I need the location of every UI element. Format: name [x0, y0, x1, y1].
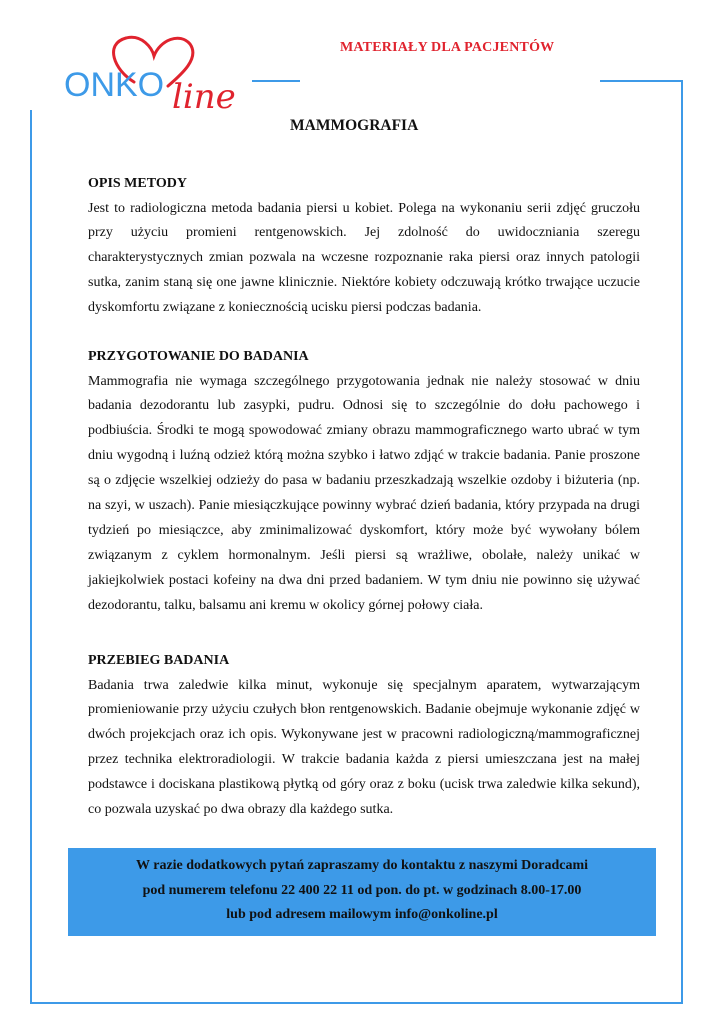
frame-gap-header	[300, 70, 600, 90]
section-preparation	[88, 345, 640, 619]
contact-line-1: W razie dodatkowych pytań zapraszamy do kontaktu z naszymi Doradcami	[135, 858, 589, 873]
section-body: Badania trwa zaledwie kilka minut, wykonuje się specjalnym aparatem, wytwarzającym promieniowanie przy użyciu czułych błon rentgenowskich. Badanie obejmuje wykonanie zdjęć w dwóch projekcjach oraz ich opis. Wykonywane jest w pracowni radiologiczną/mammograficznej przez technika elektroradiologii. W trakcie badania każda z piersi umieszczana jest na małej podstawce i dociskana plastikową płytką od góry oraz z boku (ucisk trwa zaledwie kilka sekund), co pozwala uzyskać po dwa obrazy dla każdego sutka.	[88, 677, 640, 818]
section-procedure	[88, 649, 640, 823]
section-method-description	[88, 172, 640, 321]
onkoline-logo	[64, 30, 254, 116]
header-label: MATERIAŁY DLA PACJENTÓW	[340, 40, 555, 55]
section-heading: PRZEBIEG BADANIA	[88, 653, 230, 668]
contact-line-2: pod numerem telefonu 22 400 22 11 od pon. do pt. w godzinach 8.00-17.00	[142, 882, 582, 898]
contact-box	[68, 848, 656, 936]
section-heading: OPIS METODY	[88, 176, 187, 191]
contact-line-3: lub pod adresem mailowym info@onkoline.pl	[226, 907, 498, 922]
section-heading: PRZYGOTOWANIE DO BADANIA	[88, 349, 309, 364]
logo-text-main: ONKO	[64, 66, 165, 104]
logo-text-script: line	[172, 77, 236, 116]
page-title: MAMMOGRAFIA	[290, 117, 419, 134]
section-body: Jest to radiologiczna metoda badania piersi u kobiet. Polega na wykonaniu serii zdjęć gruczołu przy użyciu promieni rentgenowskich. Jej zdolność do uwidoczniania szeregu charakterystycznych zmian pozwala na wczesne rozpoznanie raka piersi oraz innych patologii sutka, zanim staną się one jawne klinicznie. Niektóre kobiety odczuwają krótko trwające uczucie dyskomfortu związane z koniecznością ucisku piersi podczas badania.	[88, 200, 640, 316]
section-body: Mammografia nie wymaga szczególnego przygotowania jednak nie należy stosować w dniu badania dezodorantu lub zasypki, pudru. Odnosi się to szczególnie do dołu pachowego i podbiuścia. Środki te mogą spowodować zmiany obrazu mammograficznego warto ubrać w tym dniu wygodną i luźną odzież którą można szybko i łatwo zdjąć w trakcie badania. Panie proszone są o zdjęcie wszelkiej odzieży do pasa w badaniu przeszkadzają wszelkie ozdoby i biżuteria (np. na szyi, w uszach). Panie miesiączkujące powinny wybrać dzień badania, który przypada na drugi tydzień po miesiączce, aby zminimalizować dyskomfort, który może być wywołany bólem związanym z cyklem hormonalnym. Jeśli piersi są wrażliwe, obolałe, należy unikać w jakiejkolwiek postaci kofeiny na dwa dni przed badaniem. W tym dniu nie powinno się używać dezodorantu, talku, balsamu ani kremu w okolicy górnej połowy ciała.	[88, 373, 640, 613]
